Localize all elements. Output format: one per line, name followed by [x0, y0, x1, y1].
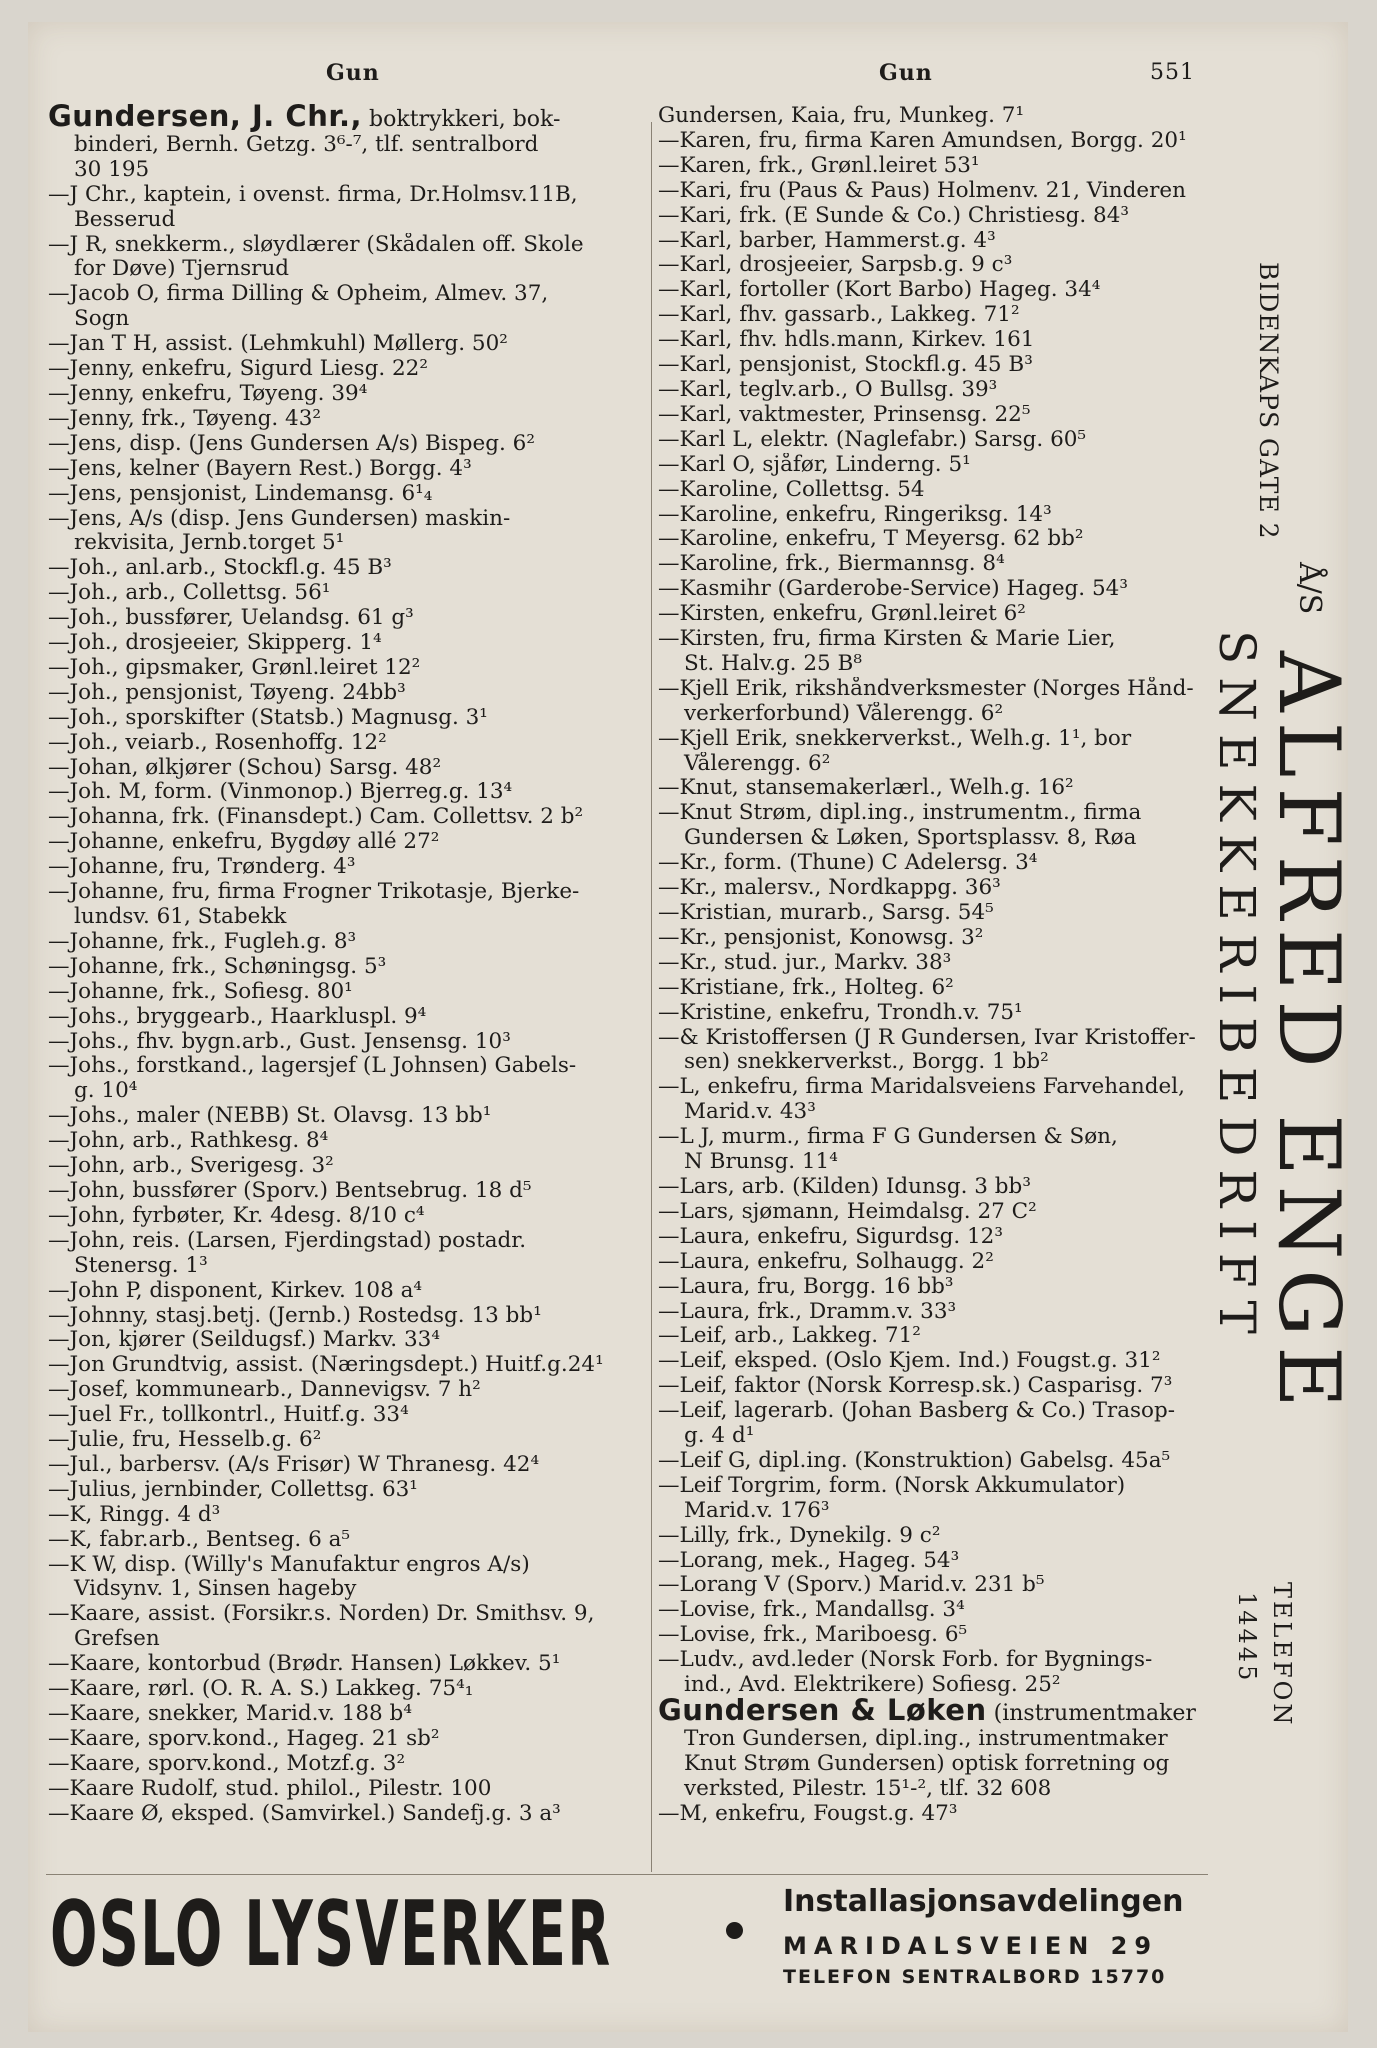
entry-text: —Karoline, Collettsg. 54 [658, 477, 925, 502]
directory-entry-line [658, 1648, 1218, 1673]
entry-text: —Leif, eksped. (Oslo Kjem. Ind.) Fougst.g. 31² [658, 1349, 1161, 1374]
entry-text: Gundersen & Løken, Sportsplassv. 8, Røa [684, 826, 1137, 851]
entry-text: —Karen, fru, firma Karen Amundsen, Borgg. 20¹ [658, 128, 1187, 153]
entry-text: —John, reis. (Larsen, Fjerdingstad) postadr. [48, 1228, 527, 1253]
directory-entry-line [48, 1005, 648, 1030]
entry-text: —M, enkefru, Fougst.g. 47³ [658, 1801, 958, 1826]
directory-entry-line [658, 527, 1218, 552]
directory-entry-line [48, 756, 648, 781]
entry-text: —Johs., forstkand., lagersjef (L Johnsen) Gabels- [48, 1054, 577, 1079]
entry-text: —Leif G, dipl.ing. (Konstruktion) Gabelsg. 45a⁵ [658, 1448, 1171, 1473]
entry-text: —Karoline, frk., Biermannsg. 8⁴ [658, 552, 1005, 577]
entry-text: —Kaare, rørl. (O. R. A. S.) Lakkeg. 75⁴₁ [48, 1677, 474, 1702]
entry-text: —Johanne, enkefru, Bygdøy allé 27² [48, 830, 440, 855]
entry-text: Gundersen, Kaia, fru, Munkeg. 7¹ [658, 104, 1025, 128]
directory-entry-line [658, 1175, 1218, 1200]
directory-entry-line [658, 1075, 1218, 1100]
entry-text: —Johnny, stasj.betj. (Jernb.) Rostedsg. 13 bb¹ [48, 1303, 542, 1328]
directory-entry-line [658, 1474, 1218, 1499]
directory-entry-line [48, 1453, 648, 1478]
directory-entry-line [48, 855, 648, 880]
directory-entry-line [658, 951, 1218, 976]
directory-entry-line [658, 1424, 1218, 1449]
entry-text: —Karl, vaktmester, Prinsensg. 22⁵ [658, 402, 1031, 427]
directory-entry-line [658, 204, 1218, 229]
entry-text: —Johanne, frk., Schøningsg. 5³ [48, 954, 387, 979]
side-ad-trade: SNEKKERIBEDRIFT [1208, 630, 1266, 1347]
directory-entry-line [48, 1279, 648, 1304]
entry-text: —Karoline, enkefru, Ringeriksg. 14³ [658, 502, 1052, 527]
directory-entry-line [48, 1403, 648, 1428]
directory-entry-line [658, 876, 1218, 901]
directory-entry-line [48, 1777, 648, 1802]
entry-text: —Kristine, enkefru, Trondh.v. 75¹ [658, 1000, 1023, 1025]
directory-entry-line [48, 681, 648, 706]
bottom-ad-phone: TELEFON SENTRALBORD 15770 [783, 1966, 1167, 1988]
entry-text: g. 10⁴ [74, 1079, 138, 1104]
entry-text: —John, arb., Sverigesg. 3² [48, 1154, 334, 1179]
directory-entry-line [658, 826, 1218, 851]
directory-entry-line [658, 403, 1218, 428]
entry-text: —Lorang V (Sporv.) Marid.v. 231 b⁵ [658, 1573, 1045, 1598]
directory-entry-line [658, 1300, 1218, 1325]
directory-entry-line [658, 1100, 1218, 1125]
entry-text: —Laura, enkefru, Sigurdsg. 12³ [658, 1224, 1003, 1249]
directory-entry-line [658, 1150, 1218, 1175]
directory-entry-line [48, 1104, 648, 1129]
directory-entry-line [48, 556, 648, 581]
directory-entry-line [658, 1499, 1218, 1524]
directory-entry-line [48, 606, 648, 631]
entry-text: —Laura, fru, Borgg. 16 bb³ [658, 1274, 954, 1299]
directory-entry-line [658, 702, 1218, 727]
directory-entry-line [48, 1677, 648, 1702]
entry-text: —Laura, frk., Dramm.v. 33³ [658, 1299, 957, 1324]
directory-entry-line [48, 1528, 648, 1553]
entry-text: —Johs., maler (NEBB) St. Olavsg. 13 bb¹ [48, 1104, 492, 1129]
directory-entry-line [48, 1229, 648, 1254]
entry-text: —Karen, frk., Grønl.leiret 53¹ [658, 153, 980, 178]
directory-entry-line [48, 1702, 648, 1727]
entry-text: —Joh., anl.arb., Stockfl.g. 45 B³ [48, 556, 392, 581]
entry-text: ind., Avd. Elektrikere) Sofiesg. 25² [684, 1673, 1061, 1698]
directory-entry-line [48, 980, 648, 1005]
entry-text: —Lovise, frk., Mariboesg. 6⁵ [658, 1623, 968, 1648]
directory-entry-line [658, 478, 1218, 503]
directory-entry-line [48, 183, 648, 208]
entry-text: —Jens, kelner (Bayern Rest.) Borgg. 4³ [48, 456, 472, 481]
directory-entry-line [48, 805, 648, 830]
entry-text: —John, fyrbøter, Kr. 4desg. 8/10 c⁴ [48, 1203, 425, 1228]
entry-text: —Lars, arb. (Kilden) Idunsg. 3 bb³ [658, 1174, 1031, 1199]
column-divider [651, 122, 652, 1872]
directory-entry-line [658, 253, 1218, 278]
directory-entry-line [48, 1328, 648, 1353]
directory-entry-line [48, 1553, 648, 1578]
entry-text: —Jon, kjører (Seildugsf.) Markv. 33⁴ [48, 1328, 440, 1353]
entry-text: —Karl, barber, Hammerst.g. 4³ [658, 228, 996, 253]
entry-text: —Kristiane, frk., Holteg. 6² [658, 975, 954, 1000]
entry-text: —Kristian, murarb., Sarsg. 54⁵ [658, 901, 994, 925]
entry-text: —Lorang, mek., Hageg. 54³ [658, 1548, 960, 1573]
entry-text: —Kaare, sporv.kond., Hageg. 21 sb² [48, 1726, 440, 1751]
directory-entry-line [658, 1324, 1218, 1349]
entry-text: —Karl O, sjåfør, Linderng. 5¹ [658, 452, 971, 477]
entry-text: sen) snekkerverkst., Borgg. 1 bb² [684, 1050, 1049, 1075]
entry-text: —Johs., bryggearb., Haarkluspl. 9⁴ [48, 1004, 427, 1029]
bottom-ad-bullet [726, 1922, 743, 1939]
directory-entry-line [658, 1374, 1218, 1399]
entry-text: —Knut, stansemakerlærl., Welh.g. 16² [658, 776, 1074, 801]
directory-entry-line [658, 1598, 1218, 1623]
entry-text: —John, bussfører (Sporv.) Bentsebrug. 18 d⁵ [48, 1178, 532, 1203]
directory-entry-line [48, 706, 648, 731]
directory-entry-line [658, 1050, 1218, 1075]
directory-entry-line [658, 1275, 1218, 1300]
directory-entry-line [48, 1727, 648, 1752]
bottom-ad-address: MARIDALSVEIEN 29 [783, 1932, 1159, 1960]
entry-text: St. Halv.g. 25 B⁸ [684, 651, 862, 676]
entry-text: —Jenny, enkefru, Tøyeng. 39⁴ [48, 381, 368, 406]
entry-text: —Laura, enkefru, Solhaugg. 2² [658, 1249, 994, 1274]
directory-entry-line [658, 1752, 1218, 1777]
entry-text: —& Kristoffersen (J R Gundersen, Ivar Kristoffer- [658, 1025, 1196, 1050]
directory-entry-line [48, 1129, 648, 1154]
directory-entry-line [48, 1503, 648, 1528]
directory-entry-line [48, 133, 648, 158]
entry-text: —Karl, fortoller (Kort Barbo) Hageg. 34⁴ [658, 278, 1101, 303]
directory-entry-line [658, 1449, 1218, 1474]
directory-entry-line [48, 1054, 648, 1079]
entry-text: —Josef, kommunearb., Dannevigsv. 7 h² [48, 1378, 481, 1403]
directory-entry-line [48, 830, 648, 855]
entry-text: —J R, snekkerm., sløydlærer (Skådalen off. Skole [48, 232, 584, 257]
side-ad-telephone-number: 14445 [1233, 1592, 1261, 1684]
entry-text: Besserud [74, 207, 176, 232]
directory-entry-line [658, 1001, 1218, 1026]
entry-text: —Kaare, snekker, Marid.v. 188 b⁴ [48, 1702, 412, 1726]
right-column [658, 104, 1218, 1827]
entry-text: —Jul., barbersv. (A/s Frisør) W Thranesg. 42⁴ [48, 1452, 540, 1477]
directory-entry-line [48, 1428, 648, 1453]
entry-text: —Leif, faktor (Norsk Korresp.sk.) Casparisg. 7³ [658, 1374, 1173, 1399]
bottom-ad-department: Installasjonsavdelingen [783, 1884, 1184, 1919]
directory-entry-line [658, 577, 1218, 602]
ad-divider [46, 1874, 1208, 1875]
side-ad-street: BIDENKAPS GATE 2 [1254, 262, 1283, 540]
entry-text: —John P, disponent, Kirkev. 108 a⁴ [48, 1278, 423, 1303]
entry-text: —Johanne, fru, firma Frogner Trikotasje, Bjerke- [48, 880, 580, 905]
directory-entry-line [48, 382, 648, 407]
entry-heading: Gundersen & Løken [658, 1698, 987, 1727]
directory-page [28, 22, 1358, 2032]
entry-text: —Leif, arb., Lakkeg. 71² [658, 1324, 921, 1349]
entry-text: —Kari, fru (Paus & Paus) Holmenv. 21, Vinderen [658, 178, 1186, 203]
entry-text: —Lilly, frk., Dynekilg. 9 c² [658, 1523, 941, 1548]
entry-text: Grefsen [74, 1627, 160, 1652]
entry-text: Tron Gundersen, dipl.ing., instrumentmaker [684, 1726, 1168, 1751]
entry-text: —Ludv., avd.leder (Norsk Forb. for Bygnings- [658, 1648, 1153, 1673]
directory-entry-line [658, 851, 1218, 876]
entry-text: —Karoline, enkefru, T Meyersg. 62 bb² [658, 527, 1084, 552]
entry-text: —Jens, disp. (Jens Gundersen A/s) Bispeg. 6² [48, 431, 535, 456]
directory-entry-line [658, 353, 1218, 378]
header-middle-keyword: Gun [879, 60, 933, 86]
directory-entry-line [658, 1200, 1218, 1225]
entry-text: —Kaare, assist. (Forsikr.s. Norden) Dr. Smithsv. 9, [48, 1602, 595, 1627]
directory-entry-line [48, 631, 648, 656]
entry-text: —Kari, frk. (E Sunde & Co.) Christiesg. 84³ [658, 203, 1130, 228]
directory-entry-line [658, 552, 1218, 577]
directory-entry-line [48, 1179, 648, 1204]
entry-text: —Kr., form. (Thune) C Adelersg. 3⁴ [658, 851, 1038, 876]
entry-text: —Joh. M, form. (Vinmonop.) Bjerreg.g. 13⁴ [48, 780, 513, 805]
entry-text: —Joh., bussfører, Uelandsg. 61 g³ [48, 606, 414, 631]
entry-heading: Gundersen, J. Chr., [48, 104, 363, 133]
directory-entry-line [658, 104, 1218, 129]
directory-entry-line [48, 432, 648, 457]
directory-entry-line [48, 1030, 648, 1055]
entry-text: —Juel Fr., tollkontrl., Huitf.g. 33⁴ [48, 1403, 409, 1428]
directory-entry-line [658, 378, 1218, 403]
entry-text: —Kjell Erik, snekkerverkst., Welh.g. 1¹, bor [658, 726, 1132, 751]
entry-text: boktrykkeri, bok- [369, 107, 561, 132]
directory-entry-line [48, 1353, 648, 1378]
entry-text: —K, fabr.arb., Bentseg. 6 a⁵ [48, 1527, 351, 1552]
entry-text: —Karl, teglv.arb., O Bullsg. 39³ [658, 377, 998, 402]
directory-entry-line [658, 1777, 1218, 1802]
entry-text: Vålerengg. 6² [684, 751, 831, 776]
entry-text: —Johan, ølkjører (Schou) Sarsg. 48² [48, 755, 442, 780]
directory-entry-line [658, 1673, 1218, 1698]
directory-entry-line [48, 482, 648, 507]
entry-text: —Jens, pensjonist, Lindemansg. 6¹₄ [48, 481, 433, 506]
directory-entry-line [658, 801, 1218, 826]
directory-entry-line [658, 1727, 1218, 1752]
entry-text: —Joh., pensjonist, Tøyeng. 24bb³ [48, 680, 406, 705]
entry-text: —Karl, fhv. hdls.mann, Kirkev. 161 [658, 328, 1035, 353]
directory-entry-line [658, 1125, 1218, 1150]
entry-text: —Knut Strøm, dipl.ing., instrumentm., firma [658, 801, 1142, 826]
entry-text: —Jon Grundtvig, assist. (Næringsdept.) Huitf.g.24¹ [48, 1353, 604, 1378]
entry-text: —Karl, drosjeeier, Sarpsb.g. 9 c³ [658, 253, 1013, 278]
entry-text: g. 4 d¹ [684, 1424, 755, 1449]
directory-entry-line [658, 129, 1218, 154]
directory-entry-line [658, 154, 1218, 179]
entry-text: for Døve) Tjernsrud [74, 257, 290, 282]
entry-text: —J Chr., kaptein, i ovenst. firma, Dr.Holmsv.11B, [48, 182, 578, 207]
entry-text: —K W, disp. (Willy's Manufaktur engros A/s) [48, 1552, 530, 1577]
entry-text: —Kr., stud. jur., Markv. 38³ [658, 950, 952, 975]
directory-entry-line [48, 1204, 648, 1229]
directory-entry-line [658, 727, 1218, 752]
entry-text: —Jenny, frk., Tøyeng. 43² [48, 406, 322, 431]
directory-entry-line [48, 307, 648, 332]
entry-text: Knut Strøm Gundersen) optisk forretning og [684, 1751, 1170, 1776]
directory-entry-line [48, 282, 648, 307]
entry-text: N Brunsg. 11⁴ [684, 1150, 838, 1175]
entry-text: —Kr., malersv., Nordkappg. 36³ [658, 876, 1001, 901]
entry-text: —Kjell Erik, rikshåndverksmester (Norges Hånd- [658, 676, 1194, 701]
entry-text: —Joh., gipsmaker, Grønl.leiret 12² [48, 655, 421, 680]
entry-text: —Joh., sporskifter (Statsb.) Magnusg. 3¹ [48, 705, 488, 730]
directory-entry-line [48, 1752, 648, 1777]
directory-entry-line [48, 656, 648, 681]
directory-entry-line [658, 1549, 1218, 1574]
directory-entry-line [658, 503, 1218, 528]
entry-text: 30 195 [74, 157, 150, 182]
entry-text: —Kasmihr (Garderobe-Service) Hageg. 54³ [658, 577, 1128, 602]
directory-entry-line [48, 1577, 648, 1602]
entry-text: Marid.v. 176³ [684, 1498, 830, 1523]
entry-text: rekvisita, Jernb.torget 5¹ [74, 531, 345, 556]
directory-entry-line [48, 1304, 648, 1329]
directory-entry-line [48, 1254, 648, 1279]
entry-text: verkerforbund) Vålerengg. 6² [684, 701, 1004, 726]
entry-text: —K, Ringg. 4 d³ [48, 1502, 221, 1527]
entry-text: Sogn [74, 307, 130, 332]
directory-entry-line [48, 780, 648, 805]
directory-entry-line [48, 581, 648, 606]
directory-entry-line [48, 1627, 648, 1652]
directory-entry-line [658, 776, 1218, 801]
entry-text: —Lars, sjømann, Heimdalsg. 27 C² [658, 1199, 1037, 1224]
directory-entry-line [658, 303, 1218, 328]
directory-entry-line [48, 880, 648, 905]
directory-entry-line [658, 328, 1218, 353]
directory-entry-line [658, 1225, 1218, 1250]
entry-text: Stenersg. 1³ [74, 1253, 208, 1278]
directory-entry-line [48, 208, 648, 233]
directory-entry-line [658, 278, 1218, 303]
directory-entry-line [48, 104, 648, 133]
entry-text: —Kirsten, fru, firma Kirsten & Marie Lier, [658, 627, 1116, 652]
entry-text: —Kaare, kontorbud (Brødr. Hansen) Løkkev. 5¹ [48, 1652, 561, 1677]
directory-entry-line [48, 257, 648, 282]
directory-entry-line [658, 1698, 1218, 1727]
bottom-ad-company-name: OSLO LYSVERKER [50, 1882, 612, 1987]
directory-entry-line [658, 1349, 1218, 1374]
directory-entry-line [48, 1079, 648, 1104]
directory-entry-line [48, 1602, 648, 1627]
entry-text: lundsv. 61, Stabekk [74, 905, 287, 929]
entry-text: —Kaare, sporv.kond., Motzf.g. 3² [48, 1751, 406, 1776]
header-left-keyword: Gun [326, 60, 380, 86]
left-column [48, 104, 648, 1827]
directory-entry-line [658, 1573, 1218, 1598]
directory-entry-line [48, 407, 648, 432]
directory-entry-line [48, 507, 648, 532]
directory-entry-line [48, 1154, 648, 1179]
entry-text: —Kirsten, enkefru, Grønl.leiret 6² [658, 602, 1026, 627]
page-number: 551 [1150, 60, 1195, 85]
entry-text: —Jens, A/s (disp. Jens Gundersen) maskin- [48, 506, 511, 531]
entry-text: —L J, murm., firma F G Gundersen & Søn, [658, 1125, 1118, 1150]
entry-text: —Kaare Rudolf, stud. philol., Pilestr. 100 [48, 1776, 492, 1801]
side-ad-company-name: Å/S ALFRED ENGE [1260, 562, 1358, 1418]
directory-entry-line [48, 1378, 648, 1403]
entry-text: —Jan T H, assist. (Lehmkuhl) Møllerg. 50² [48, 332, 508, 357]
entry-text: —Karl L, elektr. (Naglefabr.) Sarsg. 60⁵ [658, 427, 1087, 452]
entry-text: —Johanne, frk., Fugleh.g. 8³ [48, 929, 357, 954]
entry-text: —Jacob O, firma Dilling & Opheim, Almev. 37, [48, 282, 549, 307]
directory-entry-line [48, 731, 648, 756]
directory-entry-line [658, 453, 1218, 478]
entry-text: —Kr., pensjonist, Konowsg. 3² [658, 925, 984, 950]
entry-text: —L, enkefru, firma Maridalsveiens Farvehandel, [658, 1075, 1185, 1100]
directory-entry-line [658, 1623, 1218, 1648]
directory-entry-line [658, 652, 1218, 677]
directory-entry-line [658, 1524, 1218, 1549]
entry-text: Marid.v. 43³ [684, 1100, 816, 1125]
directory-entry-line [658, 602, 1218, 627]
directory-entry-line [658, 926, 1218, 951]
directory-entry-line [658, 752, 1218, 777]
entry-text: —Johs., fhv. bygn.arb., Gust. Jensensg. 10³ [48, 1029, 511, 1054]
directory-entry-line [658, 428, 1218, 453]
directory-entry-line [48, 930, 648, 955]
directory-entry-line [48, 1652, 648, 1677]
directory-entry-line [48, 1802, 648, 1827]
entry-text: —Julie, fru, Hesselb.g. 6² [48, 1428, 322, 1453]
directory-entry-line [48, 1478, 648, 1503]
directory-entry-line [48, 905, 648, 930]
directory-entry-line [658, 1802, 1218, 1827]
entry-text: —Joh., drosjeeier, Skipperg. 1⁴ [48, 631, 382, 656]
entry-text: —Joh., veiarb., Rosenhoffg. 12² [48, 730, 387, 755]
entry-text: verksted, Pilestr. 15¹-², tlf. 32 608 [684, 1776, 1052, 1801]
directory-entry-line [48, 531, 648, 556]
directory-entry-line [658, 976, 1218, 1001]
directory-entry-line [658, 901, 1218, 926]
entry-text: —Karl, fhv. gassarb., Lakkeg. 71² [658, 303, 1020, 328]
entry-text: binderi, Bernh. Getzg. 3⁶-⁷, tlf. sentralbord [74, 132, 539, 157]
entry-text: Vidsynv. 1, Sinsen hageby [74, 1577, 357, 1602]
directory-entry-line [658, 1250, 1218, 1275]
directory-entry-line [658, 229, 1218, 254]
directory-entry-line [48, 158, 648, 183]
directory-entry-line [658, 179, 1218, 204]
side-ad-telephone-label: TELEFON [1268, 1582, 1296, 1728]
directory-entry-line [48, 357, 648, 382]
entry-text: —Leif Torgrim, form. (Norsk Akkumulator) [658, 1473, 1126, 1498]
directory-entry-line [48, 332, 648, 357]
directory-entry-line [658, 1026, 1218, 1051]
entry-text: —Jenny, enkefru, Sigurd Liesg. 22² [48, 357, 428, 382]
entry-text: —Joh., arb., Collettsg. 56¹ [48, 581, 331, 606]
entry-text: —Johanne, frk., Sofiesg. 80¹ [48, 979, 353, 1004]
directory-entry-line [658, 1399, 1218, 1424]
directory-entry-line [48, 457, 648, 482]
entry-text: —John, arb., Rathkesg. 8⁴ [48, 1129, 329, 1154]
directory-entry-line [48, 955, 648, 980]
entry-text: —Leif, lagerarb. (Johan Basberg & Co.) Trasop- [658, 1399, 1176, 1424]
entry-text: —Kaare Ø, eksped. (Samvirkel.) Sandefj.g. 3 a³ [48, 1801, 561, 1826]
entry-text: —Johanne, fru, Trønderg. 4³ [48, 855, 356, 880]
directory-entry-line [48, 233, 648, 258]
entry-text: (instrumentmaker [993, 1701, 1196, 1726]
directory-entry-line [658, 677, 1218, 702]
entry-text: —Lovise, frk., Mandallsg. 3⁴ [658, 1598, 965, 1623]
entry-text: —Johanna, frk. (Finansdept.) Cam. Collettsv. 2 b² [48, 805, 584, 830]
entry-text: —Julius, jernbinder, Collettsg. 63¹ [48, 1477, 418, 1502]
directory-entry-line [658, 627, 1218, 652]
entry-text: —Karl, pensjonist, Stockfl.g. 45 B³ [658, 353, 1033, 378]
